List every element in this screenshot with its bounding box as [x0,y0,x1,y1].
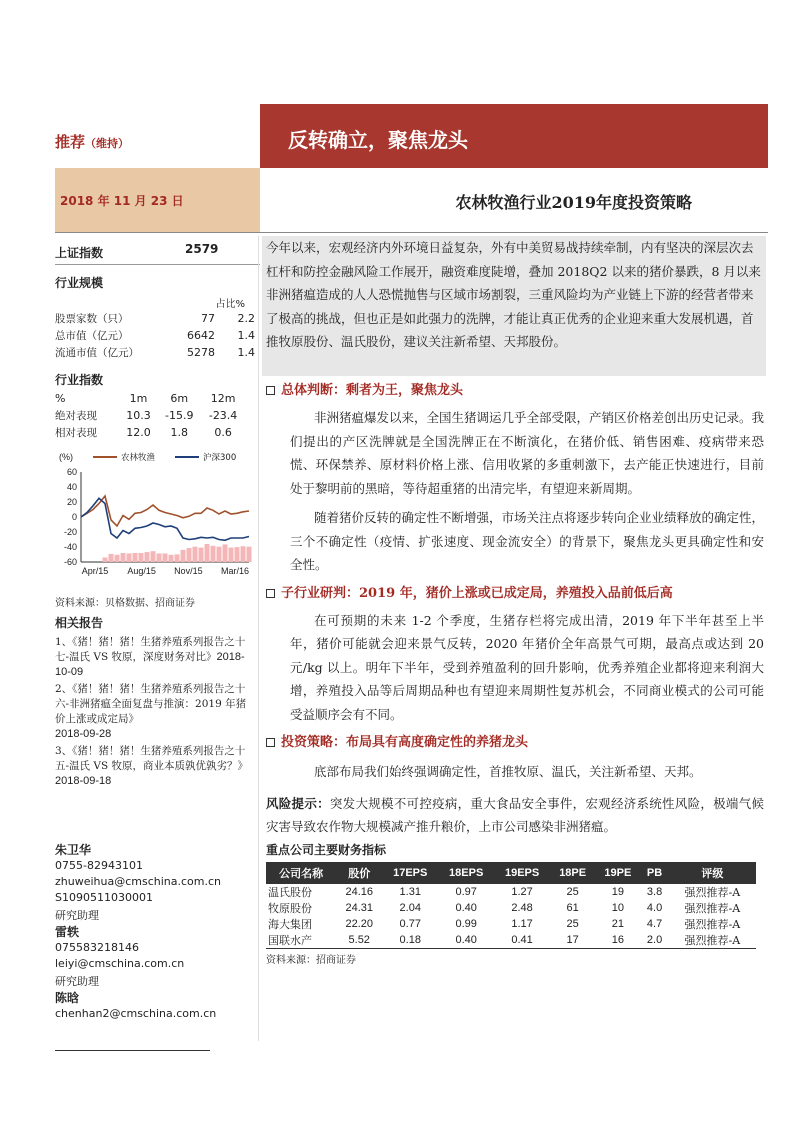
risk-text: 突发大规模不可控疫病，重大食品安全事件，宏观经济系统性风险，极端气候灾害导致农作物大规模减产推升粮价，上市公司感染非洲猪瘟。 [266,795,764,834]
related-item[interactable]: 1、《猪！猪！猪！生猪养殖系列报告之十七-温氏 VS 牧原，深度财务对比》2018-10-09 [55,636,246,678]
assistant-name: 陈晗 [55,991,80,1005]
section-title: 子行业研判：2019 年，猪价上涨或已成定局，养殖投入品前低后高 [266,583,764,605]
bullet-icon [266,589,275,598]
y-tick-label: 40 [66,482,77,492]
risk-label: 风险提示： [266,795,330,811]
x-tick-label: Mar/16 [220,566,250,576]
y-tick-label: 20 [66,497,77,507]
index-label: 上证指数 [55,246,104,260]
difference-bar [145,552,150,562]
difference-bar [169,555,174,562]
main-title: 反转确立，聚焦龙头 [288,128,468,152]
analyst-block [55,842,255,1022]
difference-bar [229,548,234,562]
difference-bar [247,547,252,562]
difference-bar [181,550,186,562]
x-tick-label: Aug/15 [127,566,156,576]
difference-bar [199,548,204,562]
difference-bar [217,547,222,562]
assistant-email[interactable]: chenhan2@cmschina.com.cn [55,1007,217,1020]
risk-note [266,792,764,839]
difference-bar [127,553,132,562]
difference-bar [109,554,114,562]
y-axis-label: (%) [59,452,73,462]
difference-bar [139,553,144,562]
footer-rule [55,1050,210,1051]
rating-cell [55,104,260,168]
scale-table [55,310,255,361]
analyst-email[interactable]: zhuweihua@cmschina.com.cn [55,875,222,888]
difference-bar [211,546,216,562]
table-row: 相对表现 12.0 1.8 0.6 [55,426,232,439]
section-paragraph: 在可预期的未来 1-2 个季度，生猪存栏将完成出清，2019 年下半年甚至上半年，猪价可能就会迎来景气反转，2020 年猪价全年高景气可期，最高点或达到 20 元/kg 以上。明年下半年，受到养殖盈利的回升影响，优秀养殖企业都将迎来利润大增，养殖投入品等后周期品种也有望迎来周期性复苏机会，不同商业模式的公司可能受益顺序会有不同。 [290,612,764,722]
assistant-email[interactable]: leiyi@cmschina.com.cn [55,957,185,970]
table-row: % 1m 6m 12m [55,392,236,405]
assistant-phone: 075583218146 [55,941,139,954]
rating-label: 推荐（维持） [55,133,130,151]
analyst-id: S1090511030001 [55,891,153,904]
main-content [266,380,764,966]
bullet-icon [266,386,275,395]
scale-title: 行业规模 [55,276,104,290]
table-row: 绝对表现 10.3 -15.9 -23.4 [55,409,238,422]
y-tick-label: -60 [63,557,77,567]
sidebar [55,242,255,441]
table-source: 资料来源：招商证券 [266,954,356,966]
difference-bar [133,553,138,562]
report-title: 农林牧渔行业2019年度投资策略 [455,193,692,212]
related-item[interactable]: 2、《猪！猪！猪！生猪养殖系列报告之十六-非洲猪瘟全面复盘与推演：2019 年猪价上涨或成定局》 2018-09-28 [55,683,247,740]
summary-box [262,236,766,376]
index-value: 2579 [185,242,219,256]
difference-bar [103,558,108,563]
difference-bar [157,553,162,562]
bullet-icon [266,738,275,747]
y-tick-label: -20 [63,527,77,537]
date-band [55,168,260,232]
summary-text: 今年以来，宏观经济内外环境日益复杂，外有中美贸易战持续牵制，内有坚决的深层次去杠杆和防控金融风险工作展开，融资难度陡增，叠加 2018Q2 以来的猪价暴跌，8 月以来非洲猪瘟造成的人人恐慌抛售与区域市场割裂，三重风险均为产业链上下游的经营者带来了极高的挑战，但也正是如此强力的洗牌，才能让真正优秀的企业迎来重大发展机遇，首推牧原股份、温氏股份，建议关注新希望、天邦股份。 [266,240,761,349]
difference-bar [175,554,180,562]
assistant-role: 研究助理 [55,909,99,922]
perf-table [55,390,245,441]
section-title: 投资策略：布局具有高度确定性的养猪龙头 [266,732,764,754]
analyst-name: 朱卫华 [55,843,92,857]
index-performance-chart [55,448,260,588]
difference-bar [241,546,246,562]
y-tick-label: 0 [71,512,77,522]
difference-bar [151,551,156,562]
difference-bar [223,544,228,562]
y-tick-label: -40 [63,542,77,552]
table-row: 总市值（亿元） 6642 1.4 [55,329,255,342]
table-row: 温氏股份 24.16 1.31 0.97 1.27 25 19 3.8 强烈推荐-A [268,885,741,899]
difference-bar [193,547,198,562]
table-row: 股票家数（只） 77 2.2 [55,312,255,325]
difference-bar [163,553,168,562]
related-reports [55,614,255,789]
perf-title: 行业指数 [55,373,104,387]
difference-bar [187,548,192,562]
financial-table [266,862,756,949]
title-band [260,104,768,168]
header-divider [55,232,768,233]
difference-bar [205,544,210,562]
legend-label: 农林牧渔 [121,453,156,463]
index-row [55,242,255,260]
chart-source: 资料来源：贝格数据、招商证券 [55,598,195,609]
table-title: 重点公司主要财务指标 [266,842,387,857]
table-row: 海大集团 22.20 0.77 0.99 1.17 25 21 4.7 强烈推荐-A [268,917,741,931]
related-item[interactable]: 3、《猪！猪！猪！生猪养殖系列报告之十五-温氏 VS 牧原，商业本质孰优孰劣？》2018-09-18 [55,745,248,787]
report-title-cell [260,168,768,232]
table-row: 国联水产 5.52 0.18 0.40 0.41 17 16 2.0 强烈推荐-A [266,932,756,949]
table-row: 牧原股份 24.31 2.04 0.40 2.48 61 10 4.0 强烈推荐-A [268,901,741,915]
difference-bar [121,553,126,562]
difference-bar [235,547,240,562]
column-divider [258,236,259,1041]
x-tick-label: Nov/15 [174,566,203,576]
difference-bar [115,555,120,562]
table-row: 流通市值（亿元） 5278 1.4 [55,346,255,359]
legend-label: 沪深300 [203,453,237,463]
section-paragraph: 非洲猪瘟爆发以来，全国生猪调运几乎全部受限，产销区价格差创出历史记录。我们提出的产区洗牌就是全国洗牌正在不断演化，在猪价低、销售困难、疫病带来恐慌、环保禁养、原材料价格上涨、信用收紧的多重刺激下，去产能正快速进行，目前处于黎明前的黑暗，等待超重猪的出清完毕，有望迎来新周期。 [290,410,765,496]
assistant-name: 雷轶 [55,925,80,939]
assistant-role: 研究助理 [55,975,99,988]
scale-pct-header: 占比% [215,299,245,310]
related-title: 相关报告 [55,616,104,630]
section-paragraph: 随着猪价反转的确定性不断增强，市场关注点将逐步转向企业业绩释放的确定性，三个不确定性（疫情、扩张速度、现金流安全）的背景下，聚焦龙头更具确定性和安全性。 [290,510,765,572]
section-paragraph: 底部布局我们始终强调确定性，首推牧原、温氏，关注新希望、天邦。 [314,764,702,779]
x-tick-label: Apr/15 [81,566,109,576]
y-tick-label: 60 [66,467,77,477]
analyst-phone: 0755-82943101 [55,859,143,872]
section-title: 总体判断：剩者为王，聚焦龙头 [266,380,764,402]
table-header-row: 公司名称 股价 17EPS 18EPS 19EPS 18PE 19PE PB 评级 [266,862,756,884]
report-date: 2018 年 11 月 23 日 [60,194,184,208]
series-line [81,498,249,540]
